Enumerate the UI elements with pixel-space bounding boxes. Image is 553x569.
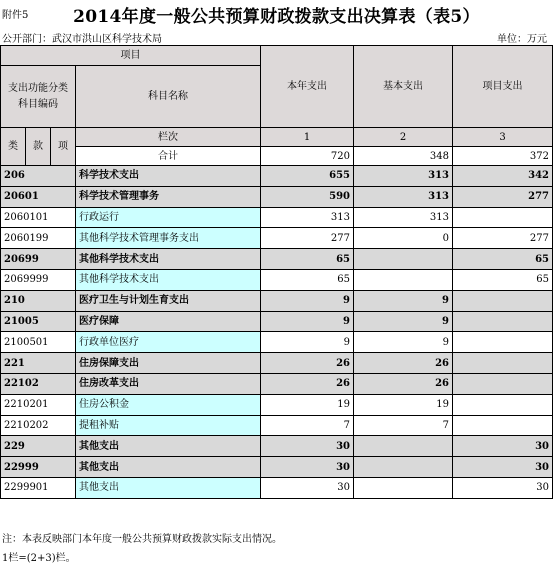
table-row xyxy=(1,477,553,498)
sub-header-section: 款 xyxy=(26,128,51,166)
row-project-value: 30 xyxy=(453,457,553,478)
row-annual-value: 9 xyxy=(261,332,354,353)
func-code-header: 支出功能分类科目编码 xyxy=(1,66,76,128)
row-project-value: 277 xyxy=(453,228,553,249)
sub-header-class: 类 xyxy=(1,128,26,166)
row-subject-name: 其他科学技术管理事务支出 xyxy=(76,228,261,249)
row-code: 210 xyxy=(1,290,76,311)
row-subject-name: 科学技术支出 xyxy=(76,166,261,187)
row-project-value xyxy=(453,311,553,332)
row-basic-value: 9 xyxy=(354,332,453,353)
table-row xyxy=(1,311,553,332)
table-row xyxy=(1,373,553,394)
row-annual-value: 590 xyxy=(261,186,354,207)
row-basic-value: 313 xyxy=(354,186,453,207)
project-header: 项目 xyxy=(1,46,261,66)
row-subject-name: 医疗保障 xyxy=(76,311,261,332)
col-header-project: 项目支出 xyxy=(453,46,553,128)
row-subject-name: 其他支出 xyxy=(76,477,261,498)
row-project-value: 30 xyxy=(453,477,553,498)
table-row xyxy=(1,353,553,374)
row-basic-value: 9 xyxy=(354,290,453,311)
column-index-1: 1 xyxy=(261,128,354,147)
table-row xyxy=(1,186,553,207)
row-subject-name: 医疗卫生与计划生育支出 xyxy=(76,290,261,311)
row-subject-name: 行政单位医疗 xyxy=(76,332,261,353)
row-code: 2210201 xyxy=(1,394,76,415)
row-annual-value: 26 xyxy=(261,373,354,394)
row-basic-value: 313 xyxy=(354,166,453,187)
row-code: 22102 xyxy=(1,373,76,394)
table-row xyxy=(1,249,553,270)
row-project-value: 342 xyxy=(453,166,553,187)
row-basic-value: 7 xyxy=(354,415,453,436)
row-annual-value: 277 xyxy=(261,228,354,249)
note-line-1: 注：本表反映部门本年度一般公共预算财政拨款实际支出情况。 xyxy=(2,534,282,545)
table-row xyxy=(1,436,553,457)
table-row xyxy=(1,228,553,249)
table-row xyxy=(1,290,553,311)
row-subject-name: 科学技术管理事务 xyxy=(76,186,261,207)
row-project-value xyxy=(453,332,553,353)
row-code: 206 xyxy=(1,166,76,187)
attachment-label: 附件5 xyxy=(2,10,29,21)
row-code: 2210202 xyxy=(1,415,76,436)
row-basic-value xyxy=(354,249,453,270)
row-project-value: 277 xyxy=(453,186,553,207)
row-project-value xyxy=(453,394,553,415)
column-index-3: 3 xyxy=(453,128,553,147)
row-basic-value: 9 xyxy=(354,311,453,332)
column-index-label: 栏次 xyxy=(76,128,261,147)
row-annual-value: 65 xyxy=(261,269,354,290)
subject-name-header: 科目名称 xyxy=(76,66,261,128)
row-basic-value xyxy=(354,269,453,290)
row-subject-name: 住房公积金 xyxy=(76,394,261,415)
row-annual-value: 7 xyxy=(261,415,354,436)
table-row xyxy=(1,415,553,436)
row-project-value: 65 xyxy=(453,269,553,290)
row-basic-value: 313 xyxy=(354,207,453,228)
table-row xyxy=(1,207,553,228)
row-basic-value xyxy=(354,436,453,457)
row-annual-value: 26 xyxy=(261,353,354,374)
row-subject-name: 行政运行 xyxy=(76,207,261,228)
row-subject-name: 住房改革支出 xyxy=(76,373,261,394)
unit-label: 单位：万元 xyxy=(497,34,547,45)
row-basic-value: 26 xyxy=(354,353,453,374)
row-code: 20601 xyxy=(1,186,76,207)
row-annual-value: 30 xyxy=(261,457,354,478)
row-subject-name: 住房保障支出 xyxy=(76,353,261,374)
row-basic-value: 19 xyxy=(354,394,453,415)
table-row xyxy=(1,166,553,187)
row-annual-value: 313 xyxy=(261,207,354,228)
row-code: 22999 xyxy=(1,457,76,478)
total-basic: 348 xyxy=(354,147,453,166)
row-annual-value: 655 xyxy=(261,166,354,187)
row-annual-value: 30 xyxy=(261,436,354,457)
department-label: 公开部门：武汉市洪山区科学技术局 xyxy=(2,34,162,45)
row-code: 20699 xyxy=(1,249,76,270)
row-annual-value: 9 xyxy=(261,290,354,311)
page-title: 2014年度一般公共预算财政拨款支出决算表（表5） xyxy=(73,7,480,27)
budget-table xyxy=(0,45,553,499)
row-code: 2060101 xyxy=(1,207,76,228)
col-header-basic: 基本支出 xyxy=(354,46,453,128)
table-row xyxy=(1,332,553,353)
row-annual-value: 30 xyxy=(261,477,354,498)
total-label: 合计 xyxy=(76,147,261,166)
total-project: 372 xyxy=(453,147,553,166)
row-project-value xyxy=(453,373,553,394)
row-basic-value xyxy=(354,477,453,498)
row-annual-value: 65 xyxy=(261,249,354,270)
row-subject-name: 其他科学技术支出 xyxy=(76,269,261,290)
row-code: 2060199 xyxy=(1,228,76,249)
table-row xyxy=(1,269,553,290)
row-basic-value xyxy=(354,457,453,478)
row-code: 21005 xyxy=(1,311,76,332)
row-annual-value: 9 xyxy=(261,311,354,332)
row-code: 229 xyxy=(1,436,76,457)
sub-header-item: 项 xyxy=(51,128,76,166)
row-subject-name: 其他支出 xyxy=(76,436,261,457)
row-basic-value: 26 xyxy=(354,373,453,394)
row-project-value xyxy=(453,207,553,228)
row-subject-name: 其他支出 xyxy=(76,457,261,478)
total-annual: 720 xyxy=(261,147,354,166)
row-code: 2069999 xyxy=(1,269,76,290)
row-project-value xyxy=(453,290,553,311)
row-project-value: 65 xyxy=(453,249,553,270)
row-subject-name: 提租补贴 xyxy=(76,415,261,436)
col-header-annual: 本年支出 xyxy=(261,46,354,128)
row-project-value xyxy=(453,415,553,436)
row-project-value xyxy=(453,353,553,374)
column-index-2: 2 xyxy=(354,128,453,147)
table-row xyxy=(1,457,553,478)
row-project-value: 30 xyxy=(453,436,553,457)
row-annual-value: 19 xyxy=(261,394,354,415)
row-subject-name: 其他科学技术支出 xyxy=(76,249,261,270)
row-code: 2100501 xyxy=(1,332,76,353)
row-basic-value: 0 xyxy=(354,228,453,249)
note-line-2: 1栏=(2+3)栏。 xyxy=(2,553,76,564)
row-code: 2299901 xyxy=(1,477,76,498)
table-row xyxy=(1,394,553,415)
row-code: 221 xyxy=(1,353,76,374)
